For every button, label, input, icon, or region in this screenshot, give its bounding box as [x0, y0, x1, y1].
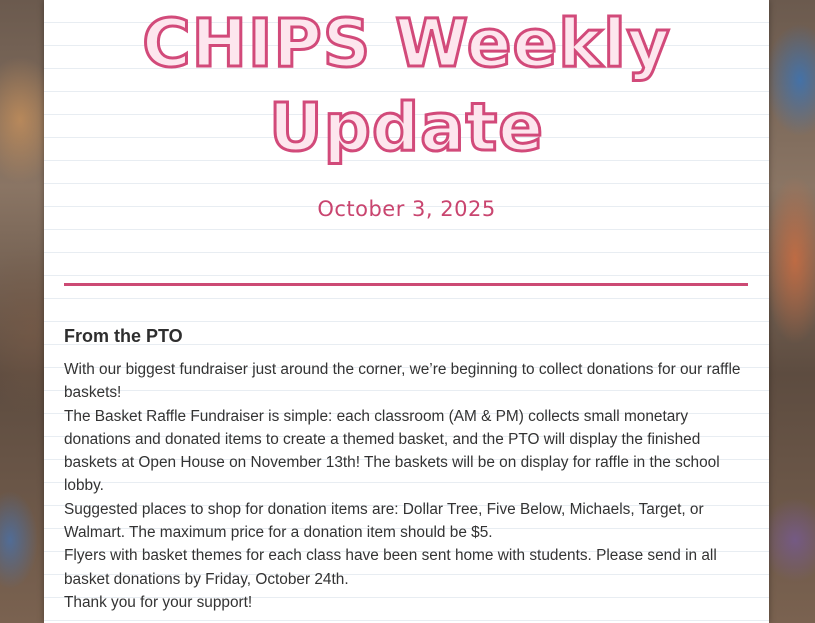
newsletter-page: [44, 0, 769, 623]
background-photo-left: [0, 0, 44, 623]
body-paragraph: Thank you for your support!: [64, 593, 253, 611]
newsletter-date: October 3, 2025: [317, 197, 496, 221]
body-paragraph: Flyers with basket themes for each class have been sent home with students. Please send in all basket donations by Friday, October 24th.: [64, 547, 717, 588]
section-heading: From the PTO: [64, 326, 183, 346]
title-line-2: Update: [269, 89, 544, 166]
body-paragraph: With our biggest fundraiser just around the corner, we’re beginning to collect donations for our raffle baskets!: [64, 361, 741, 402]
section-body: [64, 358, 744, 614]
title-line-1: CHIPS Weekly: [142, 5, 671, 82]
section-divider: [64, 283, 748, 286]
body-paragraph: The Basket Raffle Fundraiser is simple: each classroom (AM & PM) collects small monetary donations and donated items to create a themed basket, and the PTO will display the finished baskets at Open House on November 13th! The baskets will be on display for raffle in the school lobby.: [64, 407, 720, 495]
body-paragraph: Suggested places to shop for donation items are: Dollar Tree, Five Below, Michaels, Target, or Walmart. The maximum price for a donation item should be $5.: [64, 500, 704, 542]
newsletter-title: [44, 2, 769, 170]
background-photo-right: [769, 0, 815, 623]
